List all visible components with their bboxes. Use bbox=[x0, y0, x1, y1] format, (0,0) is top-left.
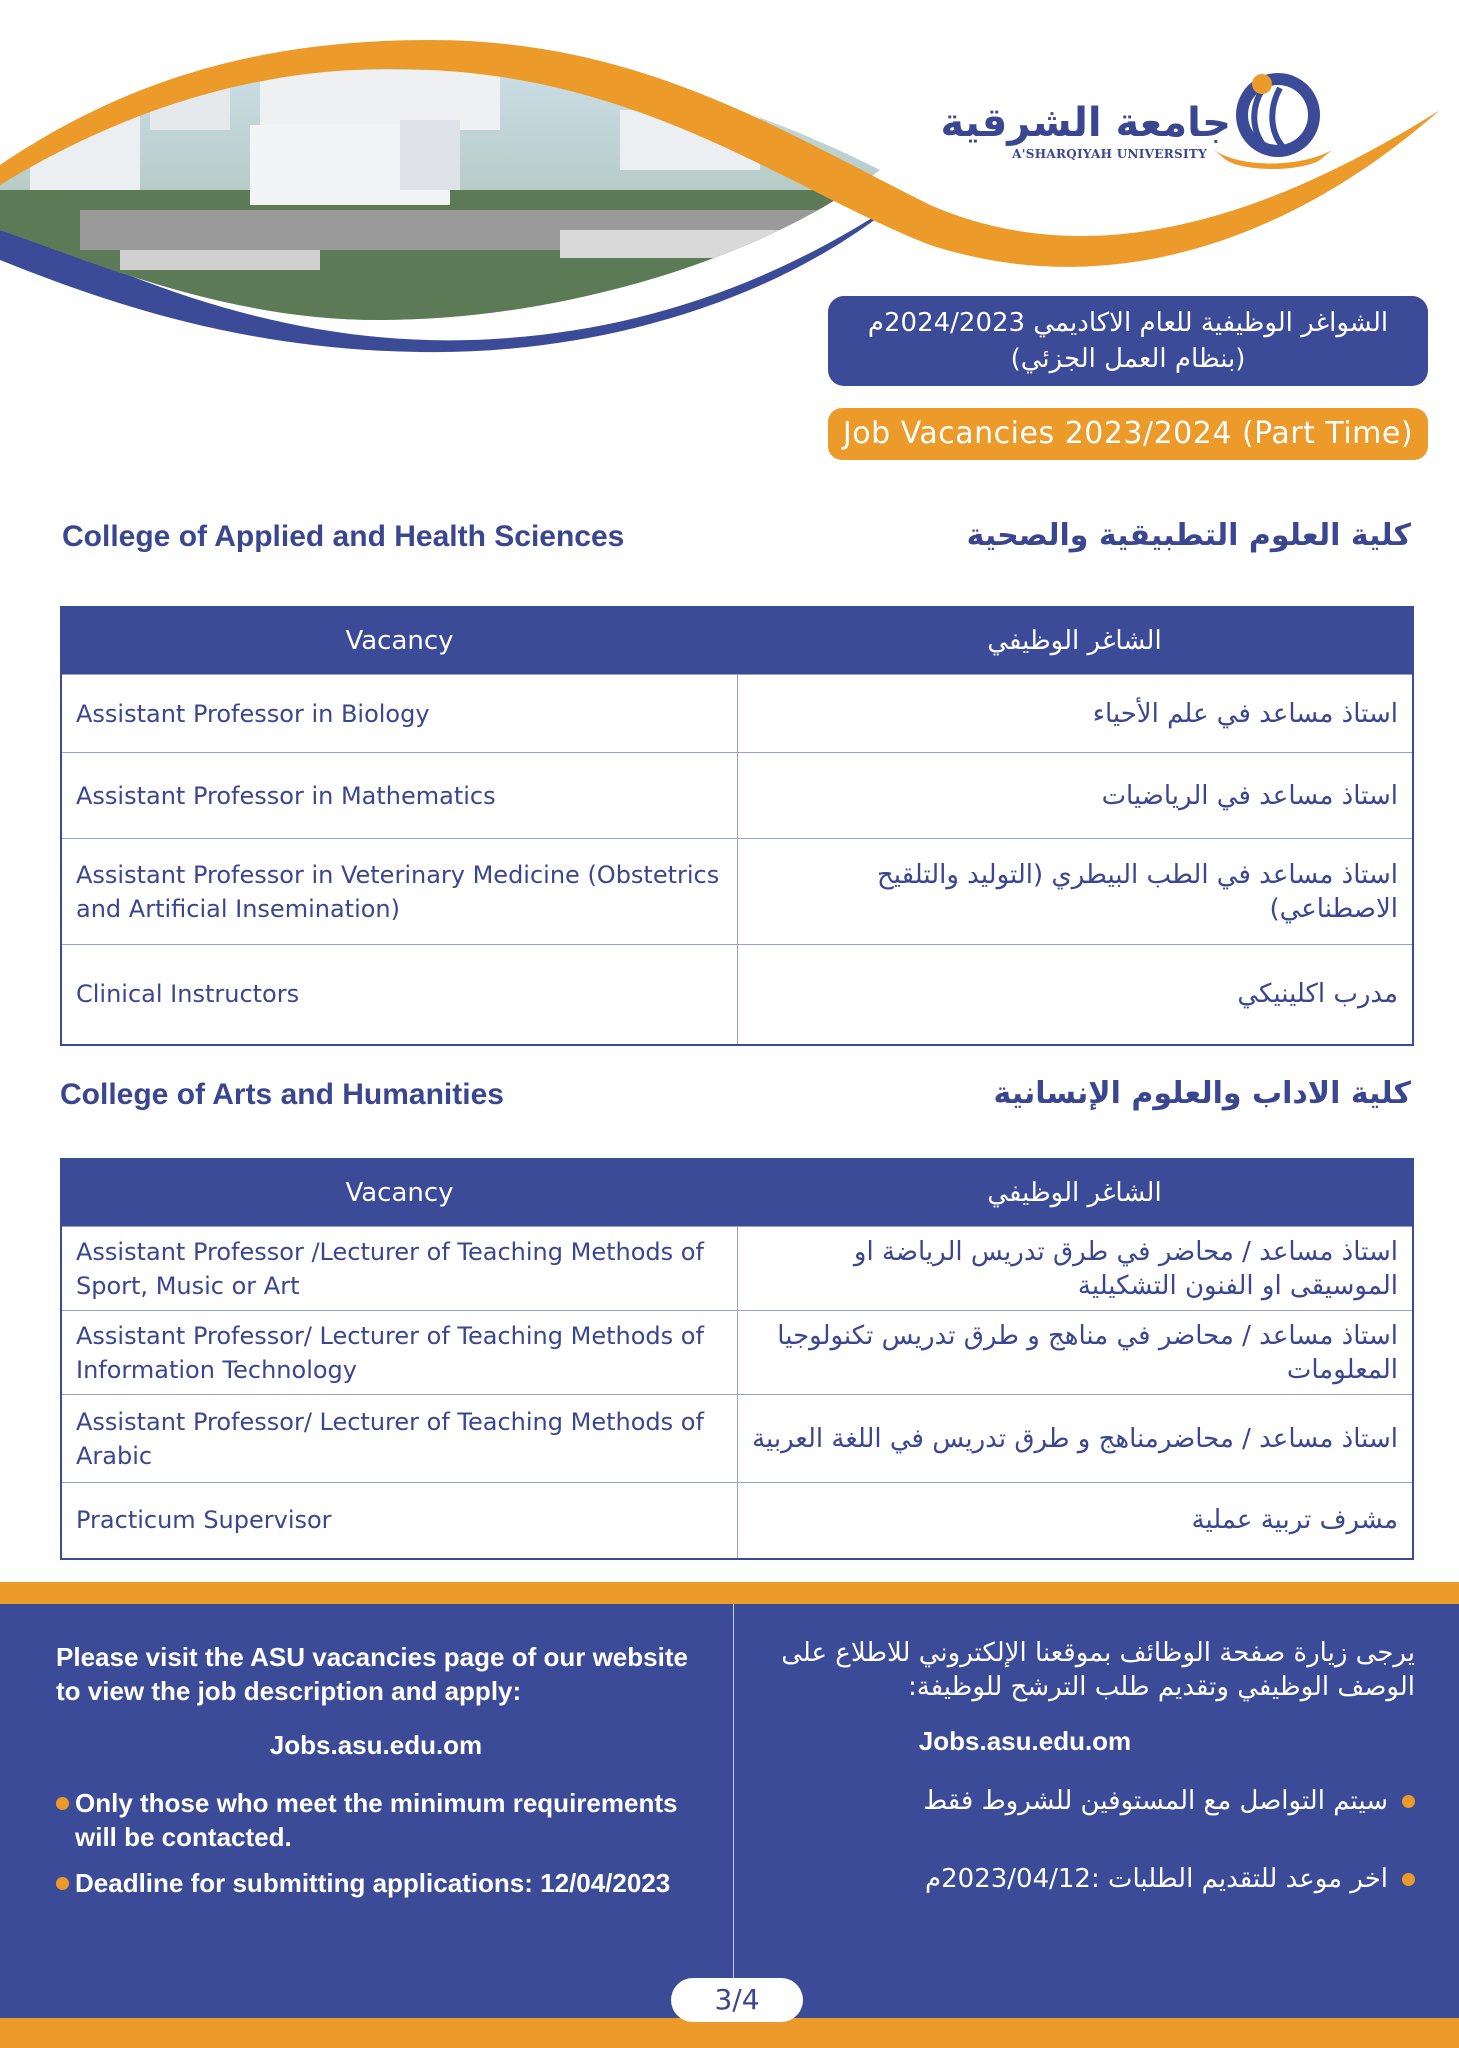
vacancy-ar: استاذ مساعد / محاضر في طرق تدريس الرياضة او الموسيقى او الفنون التشكيلية bbox=[737, 1227, 1413, 1311]
table-row bbox=[61, 1311, 1413, 1395]
table-row bbox=[61, 945, 1413, 1045]
table-row bbox=[61, 1483, 1413, 1559]
column-header-vacancy: Vacancy bbox=[61, 1159, 737, 1227]
footer-bullet2-en-text: Deadline for submitting applications: 12/04/2023 bbox=[75, 1868, 671, 1898]
table-header-row bbox=[61, 1159, 1413, 1227]
footer-bullet2-en bbox=[56, 1866, 696, 1900]
table-row bbox=[61, 1395, 1413, 1483]
column-header-vacancy: Vacancy bbox=[61, 607, 737, 675]
footer-bullet2-ar bbox=[775, 1862, 1415, 1896]
footer-bullet1-ar bbox=[775, 1784, 1415, 1818]
footer-link-ar[interactable]: Jobs.asu.edu.om bbox=[918, 1726, 1132, 1756]
footer-bottom-band bbox=[0, 2018, 1459, 2048]
table-row bbox=[61, 839, 1413, 945]
page-number: 3/4 bbox=[671, 1978, 803, 2022]
table-header-row bbox=[61, 607, 1413, 675]
vacancy-ar: استاذ مساعد في الطب البيطري (التوليد والتلقيح الاصطناعي) bbox=[737, 839, 1413, 945]
section2-title-en: College of Arts and Humanities bbox=[60, 1078, 504, 1111]
vacancy-en: Clinical Instructors bbox=[61, 945, 737, 1045]
bullet-icon bbox=[56, 1797, 69, 1810]
vacancy-ar: استاذ مساعد / محاضرمناهج و طرق تدريس في اللغة العربية bbox=[737, 1395, 1413, 1483]
bullet-icon bbox=[56, 1877, 69, 1890]
table-row bbox=[61, 1227, 1413, 1311]
footer-divider bbox=[733, 1604, 734, 1980]
footer-intro-ar: يرجى زيارة صفحة الوظائف بموقعنا الإلكتروني للاطلاع على الوصف الوظيفي وتقديم طلب الترشح للوظيفة: bbox=[781, 1638, 1415, 1702]
section2-table bbox=[60, 1158, 1414, 1560]
logo-arabic-name: جامعة الشرقية bbox=[940, 100, 1231, 146]
table-row bbox=[61, 753, 1413, 839]
vacancy-en: Assistant Professor /Lecturer of Teaching Methods of Sport, Music or Art bbox=[61, 1227, 737, 1311]
vacancy-en: Assistant Professor in Biology bbox=[61, 675, 737, 753]
footer-bullet1-en-text: Only those who meet the minimum requirements will be contacted. bbox=[75, 1788, 678, 1852]
logo-english-name: A'SHARQIYAH UNIVERSITY bbox=[1012, 147, 1207, 161]
title-arabic-line2: (بنظام العمل الجزئي) bbox=[1010, 344, 1246, 374]
bullet-icon bbox=[1402, 1873, 1415, 1886]
section1-title-ar: كلية العلوم التطبيقية والصحية bbox=[966, 518, 1411, 553]
vacancy-ar: مشرف تربية عملية bbox=[737, 1483, 1413, 1559]
footer-bullet1-en bbox=[56, 1786, 696, 1854]
footer-link-en[interactable]: Jobs.asu.edu.om bbox=[269, 1730, 483, 1760]
section1-title-en: College of Applied and Health Sciences bbox=[62, 520, 625, 553]
title-english: Job Vacancies 2023/2024 (Part Time) bbox=[828, 408, 1428, 460]
column-header-arabic: الشاغر الوظيفي bbox=[737, 607, 1413, 675]
title-arabic-box bbox=[828, 296, 1428, 386]
bullet-icon bbox=[1402, 1795, 1415, 1808]
vacancy-en: Assistant Professor in Veterinary Medicine (Obstetrics and Artificial Insemination) bbox=[61, 839, 737, 945]
vacancy-en: Assistant Professor/ Lecturer of Teaching Methods of Information Technology bbox=[61, 1311, 737, 1395]
footer-intro-en: Please visit the ASU vacancies page of our website to view the job description and apply: bbox=[56, 1642, 688, 1706]
footer-bullet2-ar-text: اخر موعد للتقديم الطلبات :2023/04/12م bbox=[925, 1864, 1388, 1894]
vacancy-ar: استاذ مساعد / محاضر في مناهج و طرق تدريس تكنولوجيا المعلومات bbox=[737, 1311, 1413, 1395]
section2-title-ar: كلية الاداب والعلوم الإنسانية bbox=[993, 1076, 1411, 1111]
university-logo-icon bbox=[1214, 73, 1332, 169]
vacancy-ar: استاذ مساعد في الرياضيات bbox=[737, 753, 1413, 839]
table-row bbox=[61, 675, 1413, 753]
vacancy-en: Assistant Professor in Mathematics bbox=[61, 753, 737, 839]
title-arabic-line1: الشواغر الوظيفية للعام الاكاديمي 2024/2023م bbox=[867, 308, 1389, 338]
footer-bullet1-ar-text: سيتم التواصل مع المستوفين للشروط فقط bbox=[923, 1786, 1388, 1816]
vacancy-ar: مدرب اكلينيكي bbox=[737, 945, 1413, 1045]
vacancy-ar: استاذ مساعد في علم الأحياء bbox=[737, 675, 1413, 753]
vacancy-en: Assistant Professor/ Lecturer of Teaching Methods of Arabic bbox=[61, 1395, 737, 1483]
vacancy-en: Practicum Supervisor bbox=[61, 1483, 737, 1559]
column-header-arabic: الشاغر الوظيفي bbox=[737, 1159, 1413, 1227]
footer-orange-band bbox=[0, 1582, 1459, 1604]
section1-table bbox=[60, 606, 1414, 1046]
